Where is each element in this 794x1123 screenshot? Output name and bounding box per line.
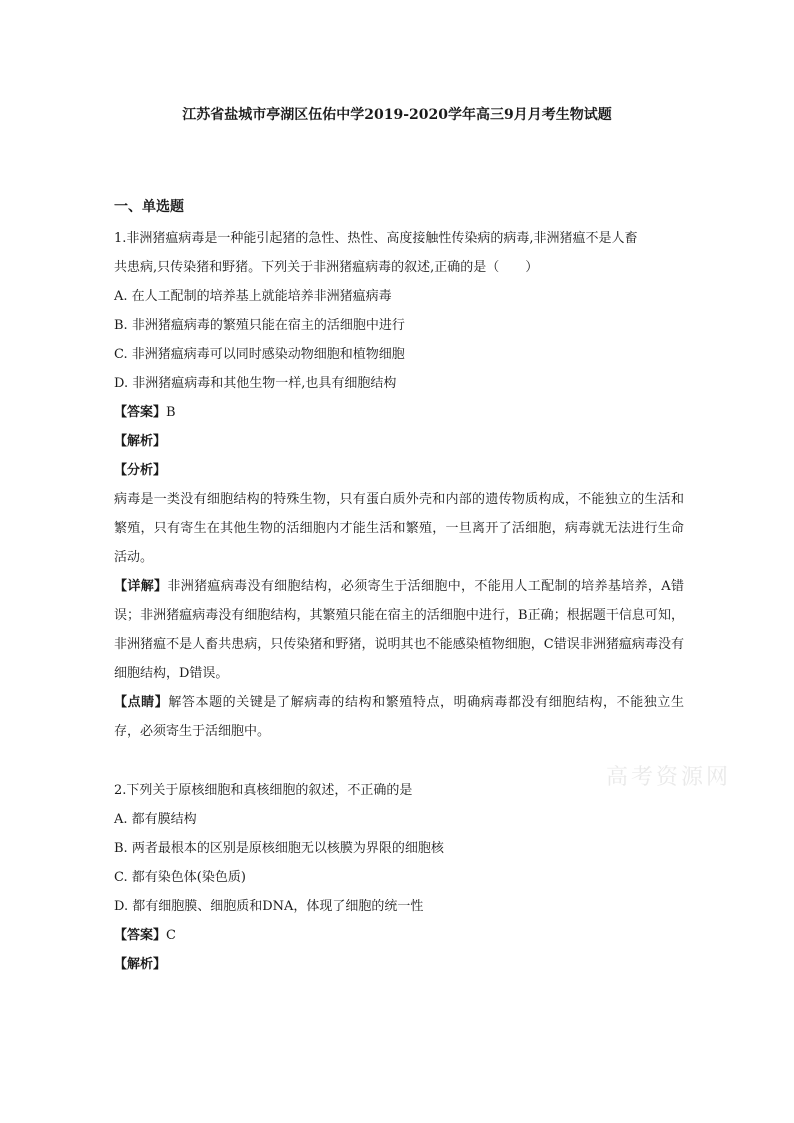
key-point-label: 【点睛】 bbox=[114, 695, 169, 710]
answer-label: 【答案】 bbox=[114, 405, 167, 420]
question-1-fenxi-text: 病毒是一类没有细胞结构的特殊生物，只有蛋白质外壳和内部的遗传物质构成，不能独立的生活和繁殖，只有寄生在其他生物的活细胞内才能生活和繁殖，一旦离开了活细胞，病毒就无法进行生命活动。 bbox=[114, 492, 684, 565]
question-gap bbox=[114, 746, 684, 776]
section-heading: 一、单选题 bbox=[114, 199, 184, 215]
key-point-text: 解答本题的关键是了解病毒的结构和繁殖特点，明确病毒都没有细胞结构，不能独立生存，必须寄生于活细胞中。 bbox=[114, 695, 684, 739]
answer-label: 【答案】 bbox=[114, 928, 167, 943]
question-1 bbox=[114, 224, 684, 746]
detail-text: 非洲猪瘟病毒没有细胞结构，必须寄生于活细胞中，不能用人工配制的培养基培养，A错误；非洲猪瘟病毒没有细胞结构，其繁殖只能在宿主的活细胞中进行，B正确；根据题干信息可知，非洲猪瘟不是人畜共患病，只传染猪和野猪，说明其也不能感染植物细胞，C错误非洲猪瘟病毒没有细胞结构，D错误。 bbox=[114, 579, 684, 681]
question-2-option-b: B. 两者最根本的区别是原核细胞无以核膜为界限的细胞核 bbox=[114, 841, 444, 856]
question-2-option-d: D. 都有细胞膜、细胞质和DNA，体现了细胞的统一性 bbox=[114, 899, 424, 914]
answer-value: B bbox=[166, 405, 176, 420]
detail-label: 【详解】 bbox=[114, 579, 168, 594]
question-1-detail bbox=[114, 572, 684, 688]
question-1-option-b: B. 非洲猪瘟病毒的繁殖只能在宿主的活细胞中进行 bbox=[114, 318, 405, 333]
question-2-option-c: C. 都有染色体(染色质) bbox=[114, 870, 246, 885]
answer-value: C bbox=[166, 928, 176, 943]
watermark: 高考资源网 bbox=[606, 765, 732, 790]
question-2-stem: 2.下列关于原核细胞和真核细胞的叙述，不正确的是 bbox=[114, 783, 413, 798]
question-2-answer bbox=[114, 921, 684, 950]
question-1-fenxi-label bbox=[114, 456, 684, 485]
fenxi-label: 【分析】 bbox=[114, 463, 167, 478]
question-1-stem-line-1: 1.非洲猪瘟病毒是一种能引起猪的急性、热性、高度接触性传染病的病毒,非洲猪瘟不是人畜 bbox=[114, 231, 638, 246]
question-1-analysis-label bbox=[114, 427, 684, 456]
analysis-label: 【解析】 bbox=[114, 957, 167, 972]
document-title: 江苏省盐城市亭湖区伍佑中学2019-2020学年高三9月月考生物试题 bbox=[182, 107, 612, 123]
question-1-stem-line-2: 共患病,只传染猪和野猪。下列关于非洲猪瘟病毒的叙述,正确的是（ ） bbox=[114, 260, 539, 275]
document-body bbox=[114, 196, 684, 979]
question-2-analysis-label bbox=[114, 950, 684, 979]
question-1-answer bbox=[114, 398, 684, 427]
question-1-option-a: A. 在人工配制的培养基上就能培养非洲猪瘟病毒 bbox=[114, 289, 392, 304]
analysis-label: 【解析】 bbox=[114, 434, 167, 449]
question-2-option-a: A. 都有膜结构 bbox=[114, 812, 197, 827]
question-1-option-d: D. 非洲猪瘟病毒和其他生物一样,也具有细胞结构 bbox=[114, 376, 397, 391]
question-1-option-c: C. 非洲猪瘟病毒可以同时感染动物细胞和植物细胞 bbox=[114, 347, 405, 362]
question-1-key-point bbox=[114, 688, 684, 746]
question-2 bbox=[114, 776, 684, 979]
